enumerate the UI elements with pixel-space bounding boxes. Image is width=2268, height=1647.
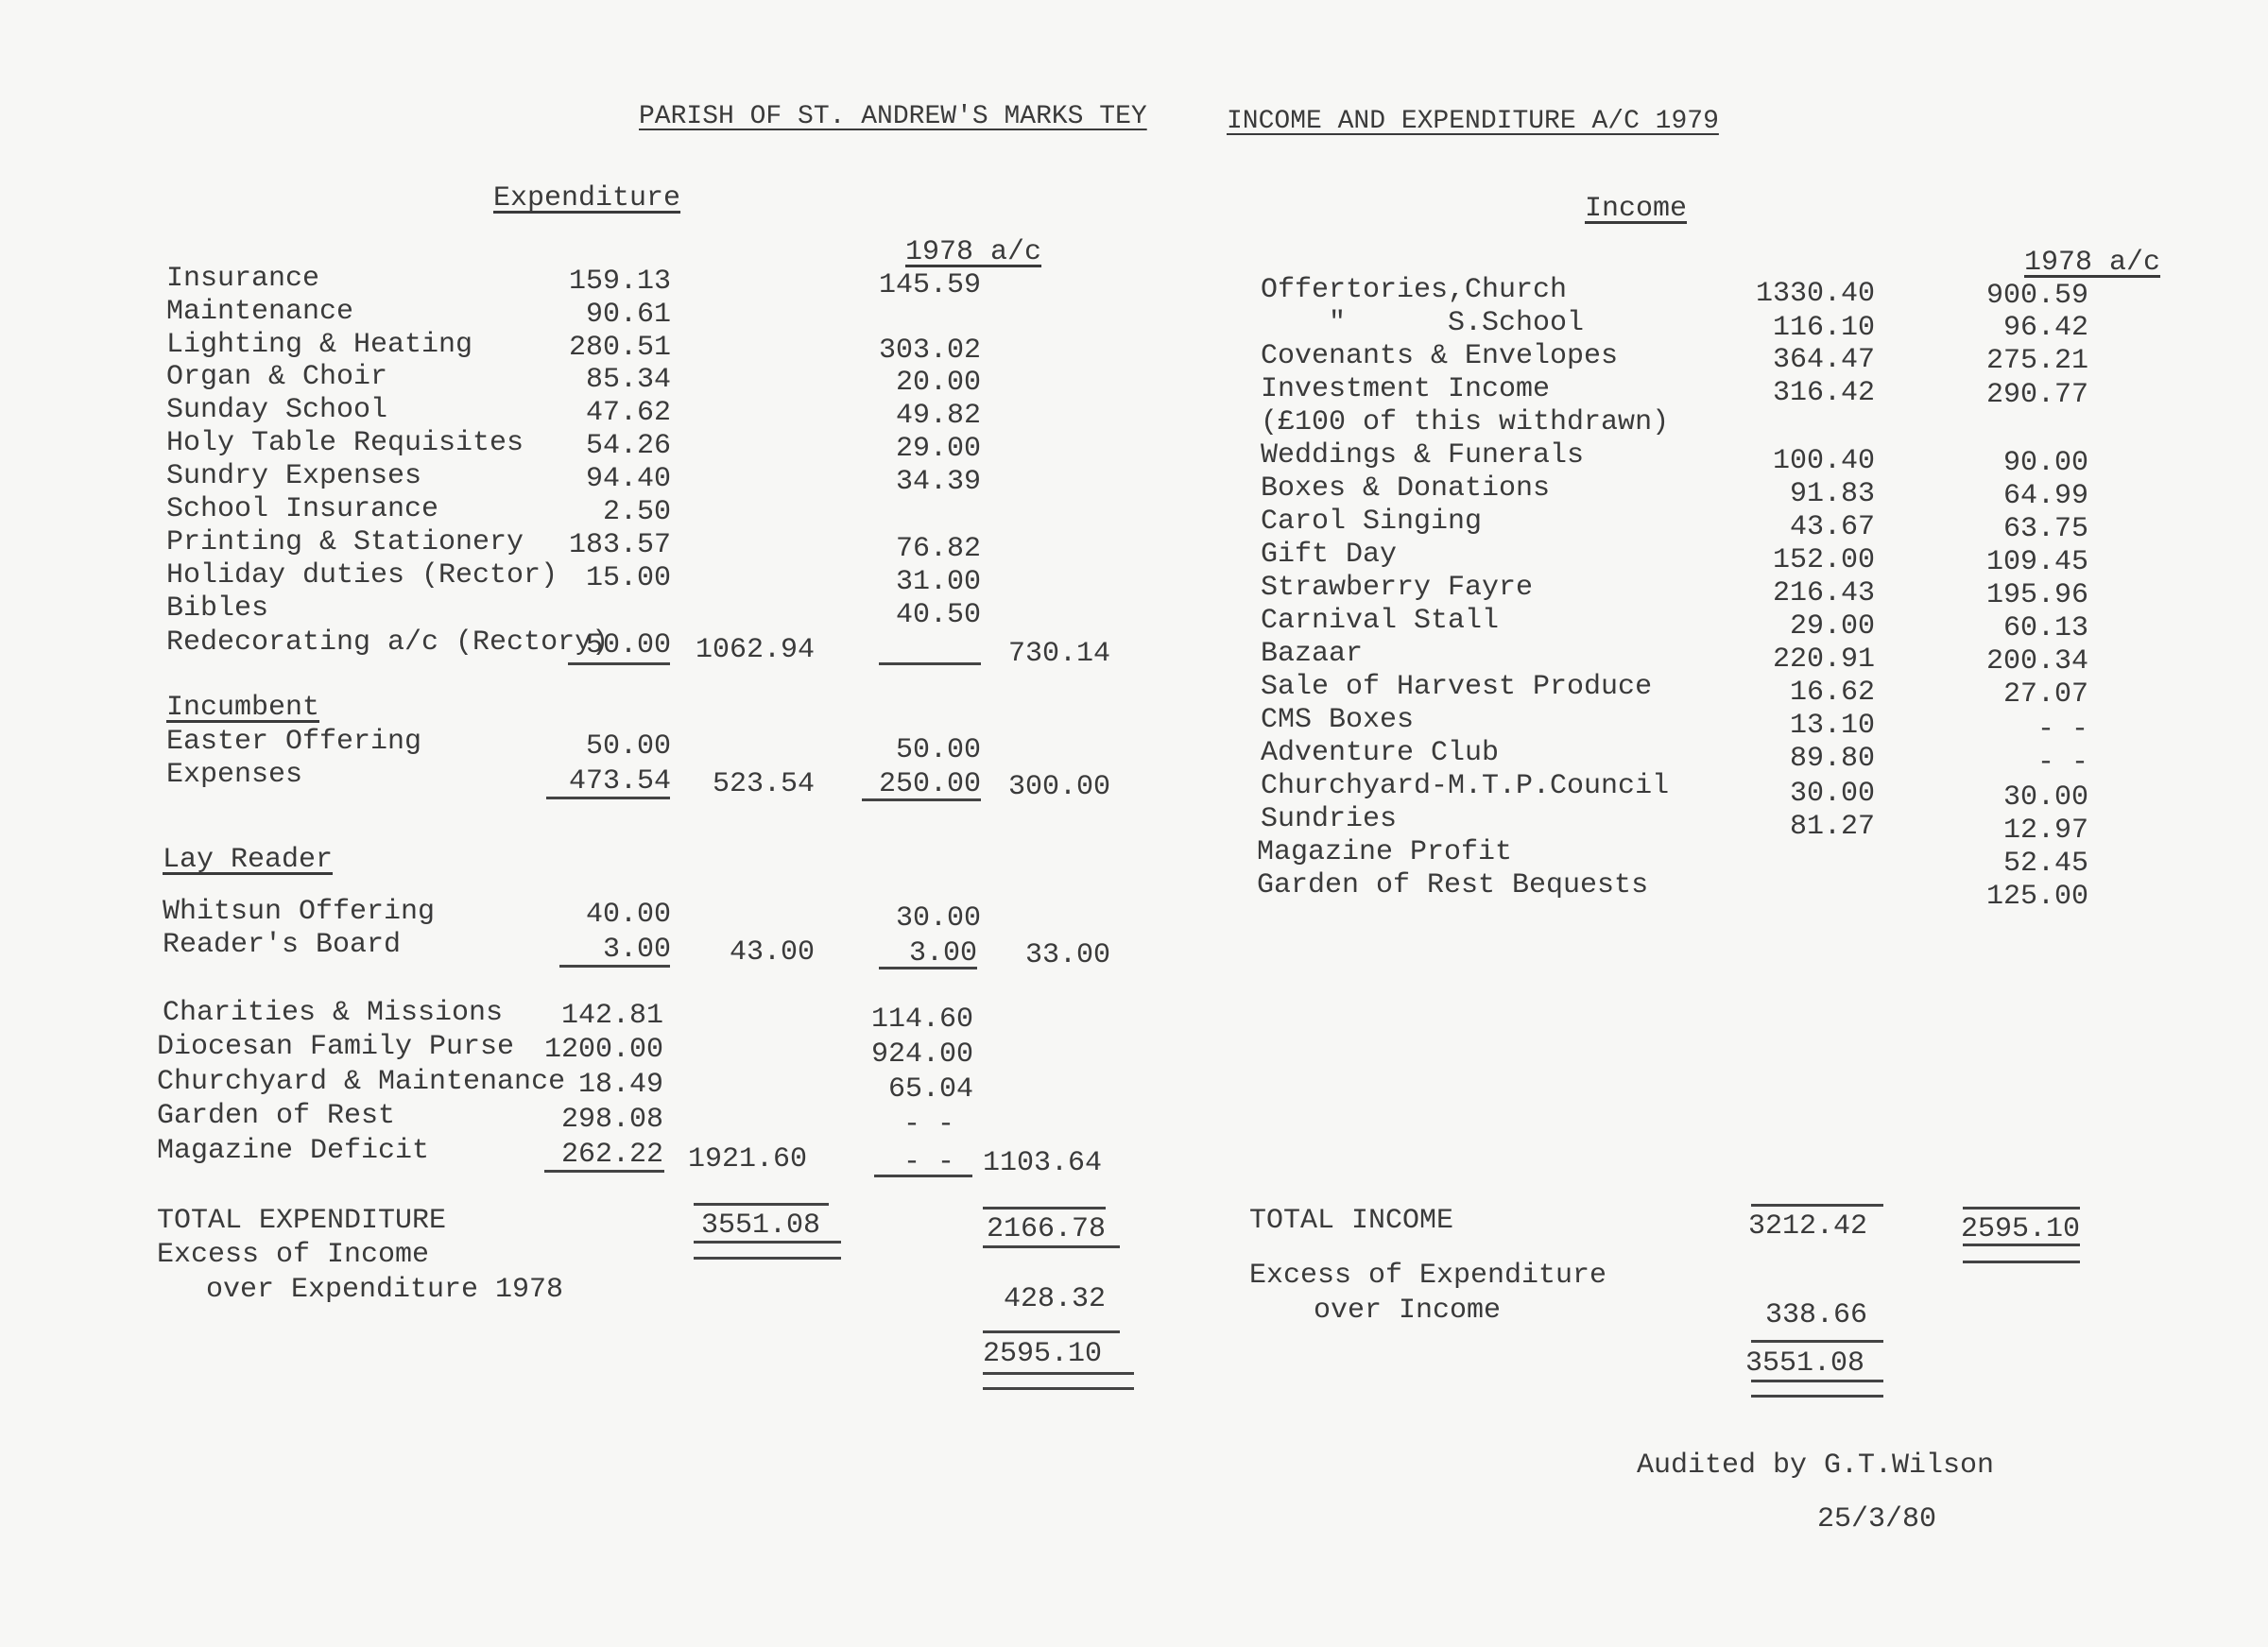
expense-prior: 303.02 xyxy=(878,335,981,367)
other-subtotal: 1921.60 xyxy=(687,1143,807,1175)
income-amount: 316.42 xyxy=(1772,377,1875,409)
lay-reader-heading: Lay Reader xyxy=(163,844,334,876)
expense-amount: 18.49 xyxy=(577,1069,663,1101)
prior-year-heading-expenditure: 1978 a/c xyxy=(905,236,1042,268)
income-amount: 81.27 xyxy=(1789,811,1875,843)
excess-expenditure-line2: over Income xyxy=(1314,1295,1502,1327)
underline-rule xyxy=(983,1387,1134,1390)
expense-label: Churchyard & Maintenance xyxy=(157,1066,566,1098)
income-prior: 60.13 xyxy=(2002,612,2088,644)
expense-label: Diocesan Family Purse xyxy=(157,1031,515,1063)
income-amount: 30.00 xyxy=(1789,778,1875,810)
expense-amount: 2.50 xyxy=(602,496,671,528)
income-prior: 275.21 xyxy=(1985,345,2088,377)
income-prior: 52.45 xyxy=(2002,848,2088,880)
expense-amount: 94.40 xyxy=(585,463,671,495)
expense-label: School Insurance xyxy=(166,493,439,525)
excess-income-prior: 428.32 xyxy=(1003,1283,1106,1315)
expense-prior: 31.00 xyxy=(895,566,981,598)
expense-prior: 65.04 xyxy=(887,1073,973,1106)
income-prior: 12.97 xyxy=(2002,815,2088,847)
income-amount: 43.67 xyxy=(1789,511,1875,543)
income-amount: 152.00 xyxy=(1772,544,1875,576)
excess-expenditure-amount: 338.66 xyxy=(1764,1299,1867,1331)
underline-rule xyxy=(1963,1207,2080,1210)
income-prior: 63.75 xyxy=(2002,513,2088,545)
expense-label: Holiday duties (Rector) xyxy=(166,559,558,592)
expense-prior: - - xyxy=(902,1146,954,1178)
expense-prior: 50.00 xyxy=(895,734,981,766)
expense-amount: 50.00 xyxy=(585,629,671,661)
expense-prior: 30.00 xyxy=(895,902,981,935)
income-label: Garden of Rest Bequests xyxy=(1257,869,1649,901)
excess-label-line1: Excess of Income xyxy=(157,1239,430,1271)
other-subtotal-prior: 1103.64 xyxy=(982,1147,1102,1179)
expense-amount: 298.08 xyxy=(560,1104,663,1136)
expense-label: Maintenance xyxy=(166,296,354,328)
expense-prior: 29.00 xyxy=(895,433,981,465)
expense-label: Lighting & Heating xyxy=(166,329,473,361)
total-expenditure-label: TOTAL EXPENDITURE xyxy=(157,1205,447,1237)
income-amount: 116.10 xyxy=(1772,312,1875,344)
expense-label: Sundry Expenses xyxy=(166,460,422,492)
expense-prior: 3.00 xyxy=(908,937,977,969)
expense-label: Easter Offering xyxy=(166,726,422,758)
income-amount: 1330.40 xyxy=(1755,278,1875,310)
expense-amount: 47.62 xyxy=(585,397,671,429)
income-label: Bazaar xyxy=(1261,638,1364,670)
underline-rule xyxy=(983,1372,1134,1375)
income-note: (£100 of this withdrawn) xyxy=(1261,406,1670,438)
income-label: Adventure Club xyxy=(1261,737,1500,769)
expense-amount: 90.61 xyxy=(585,299,671,331)
income-prior: - - xyxy=(2036,713,2088,746)
income-prior: 27.07 xyxy=(2002,678,2088,711)
audit-date: 25/3/80 xyxy=(1817,1503,1937,1535)
income-label: Investment Income xyxy=(1261,373,1551,405)
underline-rule xyxy=(546,797,670,799)
audited-by: Audited by G.T.Wilson xyxy=(1637,1450,1995,1482)
expense-amount: 15.00 xyxy=(585,562,671,594)
expense-label: Garden of Rest xyxy=(157,1100,396,1132)
grand-total-income: 3551.08 xyxy=(1744,1347,1864,1380)
excess-label-line2: over Expenditure 1978 xyxy=(206,1274,564,1306)
income-amount: 89.80 xyxy=(1789,743,1875,775)
expense-label: Printing & Stationery xyxy=(166,526,524,558)
expense-amount: 1200.00 xyxy=(543,1034,663,1066)
income-amount: 13.10 xyxy=(1789,710,1875,742)
underline-rule xyxy=(568,662,670,665)
income-label: Covenants & Envelopes xyxy=(1261,340,1619,372)
underline-rule xyxy=(1751,1380,1883,1382)
expense-label: Whitsun Offering xyxy=(163,896,436,928)
underline-rule xyxy=(983,1330,1120,1333)
expense-amount: 54.26 xyxy=(585,430,671,462)
expense-amount: 262.22 xyxy=(560,1139,663,1171)
underline-rule xyxy=(879,967,977,969)
income-label: Churchyard-M.T.P.Council xyxy=(1261,770,1670,802)
expense-amount: 159.13 xyxy=(568,266,671,298)
underline-rule xyxy=(1751,1204,1883,1207)
income-amount: 16.62 xyxy=(1789,677,1875,709)
underline-rule xyxy=(862,798,981,801)
income-prior: 30.00 xyxy=(2002,781,2088,814)
income-amount: 220.91 xyxy=(1772,643,1875,676)
expense-label: Sunday School xyxy=(166,394,388,426)
expense-prior: 20.00 xyxy=(895,367,981,399)
income-label: " S.School xyxy=(1261,307,1585,339)
income-prior: 96.42 xyxy=(2002,312,2088,344)
income-prior: 900.59 xyxy=(1985,280,2088,312)
incumbent-subtotal-prior: 300.00 xyxy=(1007,771,1110,803)
total-income-amount: 3212.42 xyxy=(1747,1210,1867,1243)
expense-prior: 114.60 xyxy=(870,1004,973,1036)
income-prior: - - xyxy=(2036,746,2088,779)
expense-label: Bibles xyxy=(166,592,269,625)
expense-prior: - - xyxy=(902,1108,954,1141)
expense-amount: 50.00 xyxy=(585,730,671,763)
income-label: Boxes & Donations xyxy=(1261,472,1551,505)
underline-rule xyxy=(694,1203,829,1206)
lay-reader-subtotal-prior: 33.00 xyxy=(1024,939,1110,971)
expense-label: Charities & Missions xyxy=(163,997,504,1029)
parish-title: PARISH OF ST. ANDREW'S MARKS TEY xyxy=(639,102,1147,131)
expense-prior: 49.82 xyxy=(895,400,981,432)
income-label: Sale of Harvest Produce xyxy=(1261,671,1653,703)
income-label: Magazine Profit xyxy=(1257,836,1513,868)
income-label: Gift Day xyxy=(1261,539,1398,571)
income-prior: 90.00 xyxy=(2002,447,2088,479)
expense-label: Magazine Deficit xyxy=(157,1135,430,1167)
total-expenditure-prior: 2166.78 xyxy=(986,1213,1106,1245)
income-label: Strawberry Fayre xyxy=(1261,572,1534,604)
expense-prior: 76.82 xyxy=(895,533,981,565)
expense-amount: 85.34 xyxy=(585,364,671,396)
expense-amount: 280.51 xyxy=(568,332,671,364)
underline-rule xyxy=(559,965,670,968)
underline-rule xyxy=(1751,1395,1883,1398)
underline-rule xyxy=(1963,1244,2080,1246)
expense-prior: 34.39 xyxy=(895,466,981,498)
total-income-prior: 2595.10 xyxy=(1960,1213,2080,1245)
expense-prior: 250.00 xyxy=(878,768,981,800)
expense-label: Holy Table Requisites xyxy=(166,427,524,459)
underline-rule xyxy=(1963,1261,2080,1263)
statement-title: INCOME AND EXPENDITURE A/C 1979 xyxy=(1227,107,1719,136)
expense-label: Redecorating a/c (Rectory) xyxy=(166,626,610,659)
expense-label: Expenses xyxy=(166,759,303,791)
income-label: Carol Singing xyxy=(1261,506,1483,538)
income-prior: 109.45 xyxy=(1985,546,2088,578)
income-prior: 64.99 xyxy=(2002,480,2088,512)
expenditure-heading: Expenditure xyxy=(493,182,681,214)
underline-rule xyxy=(1751,1340,1883,1343)
income-amount: 364.47 xyxy=(1772,344,1875,376)
underline-rule xyxy=(544,1170,664,1173)
expense-prior: 145.59 xyxy=(878,269,981,301)
income-prior: 195.96 xyxy=(1985,579,2088,611)
underline-rule xyxy=(983,1207,1106,1210)
general-subtotal: 1062.94 xyxy=(695,634,815,666)
expense-amount: 142.81 xyxy=(560,1000,663,1032)
income-label: Offertories,Church xyxy=(1261,274,1568,306)
total-expenditure-amount: 3551.08 xyxy=(700,1210,820,1242)
underline-rule xyxy=(694,1257,841,1260)
income-label: Sundries xyxy=(1261,803,1398,835)
underline-rule xyxy=(983,1245,1120,1248)
income-amount: 216.43 xyxy=(1772,577,1875,609)
income-amount: 29.00 xyxy=(1789,610,1875,643)
income-label: Carnival Stall xyxy=(1261,605,1500,637)
expense-prior: 924.00 xyxy=(870,1038,973,1071)
income-heading: Income xyxy=(1585,193,1688,225)
income-label: CMS Boxes xyxy=(1261,704,1415,736)
underline-rule xyxy=(694,1241,841,1244)
general-subtotal-prior: 730.14 xyxy=(1007,638,1110,670)
income-prior: 125.00 xyxy=(1985,881,2088,913)
income-prior: 200.34 xyxy=(1985,645,2088,678)
expense-label: Insurance xyxy=(166,263,320,295)
prior-year-heading-income: 1978 a/c xyxy=(2024,247,2161,279)
underline-rule xyxy=(874,1175,972,1177)
income-amount: 100.40 xyxy=(1772,445,1875,477)
expense-amount: 183.57 xyxy=(568,529,671,561)
excess-expenditure-line1: Excess of Expenditure xyxy=(1249,1260,1607,1292)
income-prior: 290.77 xyxy=(1985,379,2088,411)
total-income-label: TOTAL INCOME xyxy=(1249,1205,1454,1237)
expense-amount: 3.00 xyxy=(602,934,671,966)
incumbent-subtotal: 523.54 xyxy=(712,768,815,800)
expense-label: Reader's Board xyxy=(163,929,402,961)
expense-amount: 473.54 xyxy=(568,765,671,798)
grand-total-prior: 2595.10 xyxy=(982,1338,1102,1370)
lay-reader-subtotal: 43.00 xyxy=(729,936,815,969)
expense-label: Organ & Choir xyxy=(166,361,388,393)
income-amount: 91.83 xyxy=(1789,478,1875,510)
income-label: Weddings & Funerals xyxy=(1261,439,1585,472)
expense-amount: 40.00 xyxy=(585,899,671,931)
expense-prior: 40.50 xyxy=(895,599,981,631)
underline-rule xyxy=(879,662,981,665)
incumbent-heading: Incumbent xyxy=(166,692,320,724)
